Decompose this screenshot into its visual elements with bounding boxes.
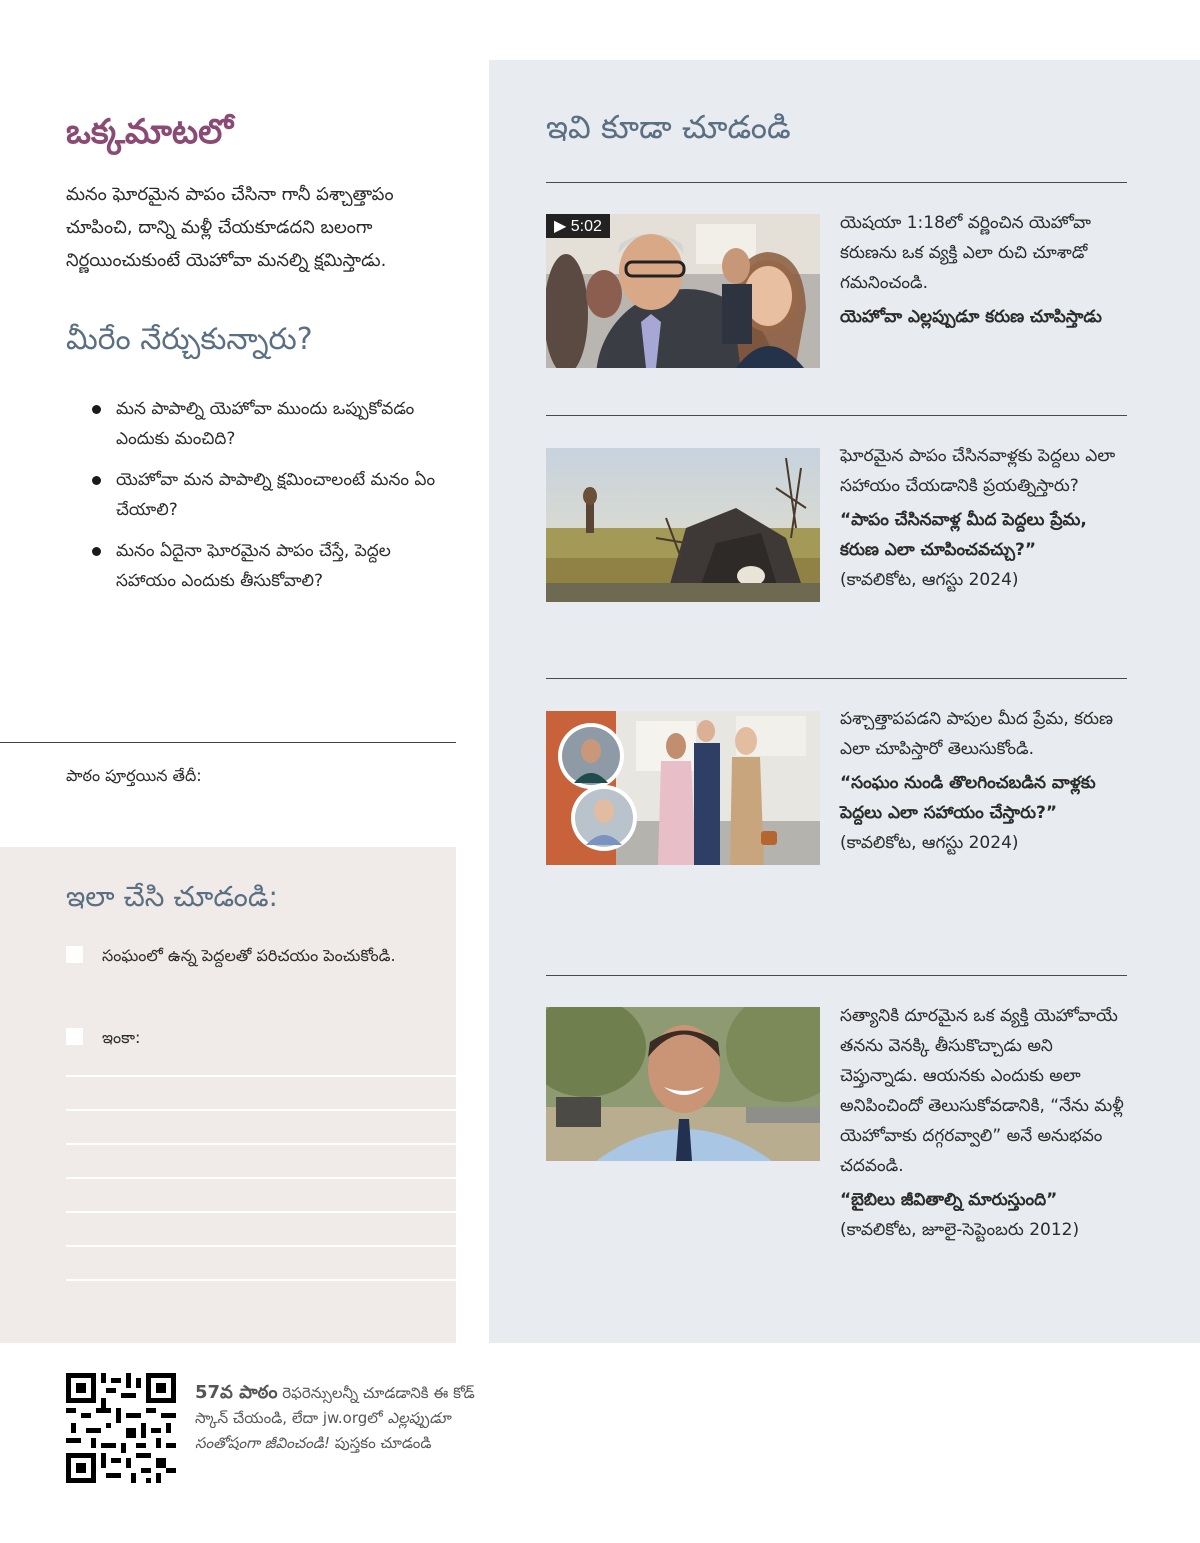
congregation-greeting-image: [546, 711, 820, 865]
lesson-number: 57వ పాఠం: [195, 1382, 278, 1403]
try-this-title: ఇలా చేసి చూడండి:: [66, 880, 278, 913]
see-also-card-text: [840, 208, 1130, 332]
card-image[interactable]: [546, 448, 820, 602]
card-description: యెషయా 1:18లో వర్ణించిన యెహోవా కరుణను ఒక వ్యక్తి ఎలా రుచి చూశాడో గమనించండి.: [840, 213, 1091, 293]
video-duration-badge: ▶ 5:02: [546, 214, 610, 238]
card-description: ఘోరమైన పాపం చేసినవాళ్లకు పెద్దలు ఎలా సహాయం చేయడానికి ప్రయత్నిస్తారు?: [840, 446, 1116, 496]
see-also-title: ఇవి కూడా చూడండి: [546, 108, 791, 146]
learned-item: మన పాపాల్ని యెహోవా ముందు ఒప్పుకోవడం ఎందుకు మంచిది?: [90, 394, 450, 454]
learned-item: మనం ఏదైనా ఘోరమైన పాపం చేస్తే, పెద్దల సహాయం ఎందుకు తీసుకోవాలి?: [90, 536, 450, 596]
learned-title: మీరేం నేర్చుకున్నారు?: [66, 322, 313, 357]
summary-title: ఒక్కమాటలో: [66, 112, 234, 152]
man-portrait-image: [546, 1007, 820, 1161]
learned-list: [90, 394, 450, 607]
card-title-link[interactable]: యెహోవా ఎల్లప్పుడూ కరుణ చూపిస్తాడు: [840, 307, 1102, 327]
book-title-link[interactable]: ఎల్లప్పుడూ సంతోషంగా జీవించండి!: [195, 1409, 451, 1452]
card-source: (కావలికోట, ఆగస్టు 2024): [840, 833, 1019, 853]
footer-text-part: రెఫరెన్సులన్నీ చూడడానికి ఈ కోడ్ స్కాన్ చేయండి, లేదా jw.orgలో: [195, 1384, 475, 1427]
card-source: (కావలికోట, జూలై-సెప్టెంబరు 2012): [840, 1220, 1080, 1240]
footer-text-part: పుస్తకం చూడండి: [330, 1434, 432, 1452]
checkbox[interactable]: [66, 946, 83, 963]
card-source: (కావలికోట, ఆగస్టు 2024): [840, 570, 1019, 590]
completion-date-label: పాఠం పూర్తయిన తేదీ:: [66, 766, 202, 785]
qr-code[interactable]: [66, 1373, 176, 1483]
summary-text: మనం ఘోరమైన పాపం చేసినా గానీ పశ్చాత్తాపం చూపించి, దాన్ని మళ్లీ చేయకూడదని బలంగా నిర్ణయించుకుంటే యెహోవా మనల్ని క్షమిస్తాడు.: [66, 184, 394, 271]
card-title-link[interactable]: “సంఘం నుండి తొలగించబడిన వాళ్లకు పెద్దలు ఎలా సహాయం చేస్తారు?”: [840, 773, 1096, 823]
try-this-item: [66, 942, 426, 970]
learned-item: యెహోవా మన పాపాల్ని క్షమించాలంటే మనం ఏం చేయాలి?: [90, 465, 450, 525]
divider: [0, 742, 456, 743]
card-title-link[interactable]: “బైబిలు జీవితాల్ని మారుస్తుంది”: [840, 1190, 1058, 1210]
card-description: పశ్చాత్తాపపడని పాపుల మీద ప్రేమ, కరుణ ఎలా చూపిస్తారో తెలుసుకోండి.: [840, 709, 1114, 759]
divider: [546, 182, 1127, 183]
divider: [546, 678, 1127, 679]
shepherd-lamb-painting-image: [546, 448, 820, 602]
card-image[interactable]: [546, 1007, 820, 1161]
card-title-link[interactable]: “పాపం చేసినవాళ్ల మీద పెద్దలు ప్రేమ, కరుణ ఎలా చూపించవచ్చు?”: [840, 510, 1087, 560]
card-image[interactable]: [546, 711, 820, 865]
try-this-item: [66, 1024, 426, 1052]
see-also-card-text: [840, 704, 1130, 858]
writing-lines[interactable]: [66, 1075, 456, 1313]
footer-text: [195, 1380, 495, 1456]
video-thumbnail[interactable]: [546, 214, 820, 368]
card-description: సత్యానికి దూరమైన ఒక వ్యక్తి యెహోవాయే తనను వెనక్కి తీసుకొచ్చాడు అని చెప్తున్నాడు. ఆయనకు ఎందుకు అలా అనిపించిందో తెలుసుకోవడానికి, “నేను మళ్లీ యెహోవాకు దగ్గరవ్వాలి” అనే అనుభవం చదవండి.: [840, 1006, 1124, 1176]
see-also-card-text: [840, 441, 1130, 595]
divider: [546, 975, 1127, 976]
see-also-card-text: [840, 1001, 1130, 1245]
try-this-item-label: ఇంకా:: [102, 1028, 141, 1047]
checkbox[interactable]: [66, 1028, 83, 1045]
try-this-item-label: సంఘంలో ఉన్న పెద్దలతో పరిచయం పెంచుకోండి.: [102, 946, 396, 965]
divider: [546, 415, 1127, 416]
